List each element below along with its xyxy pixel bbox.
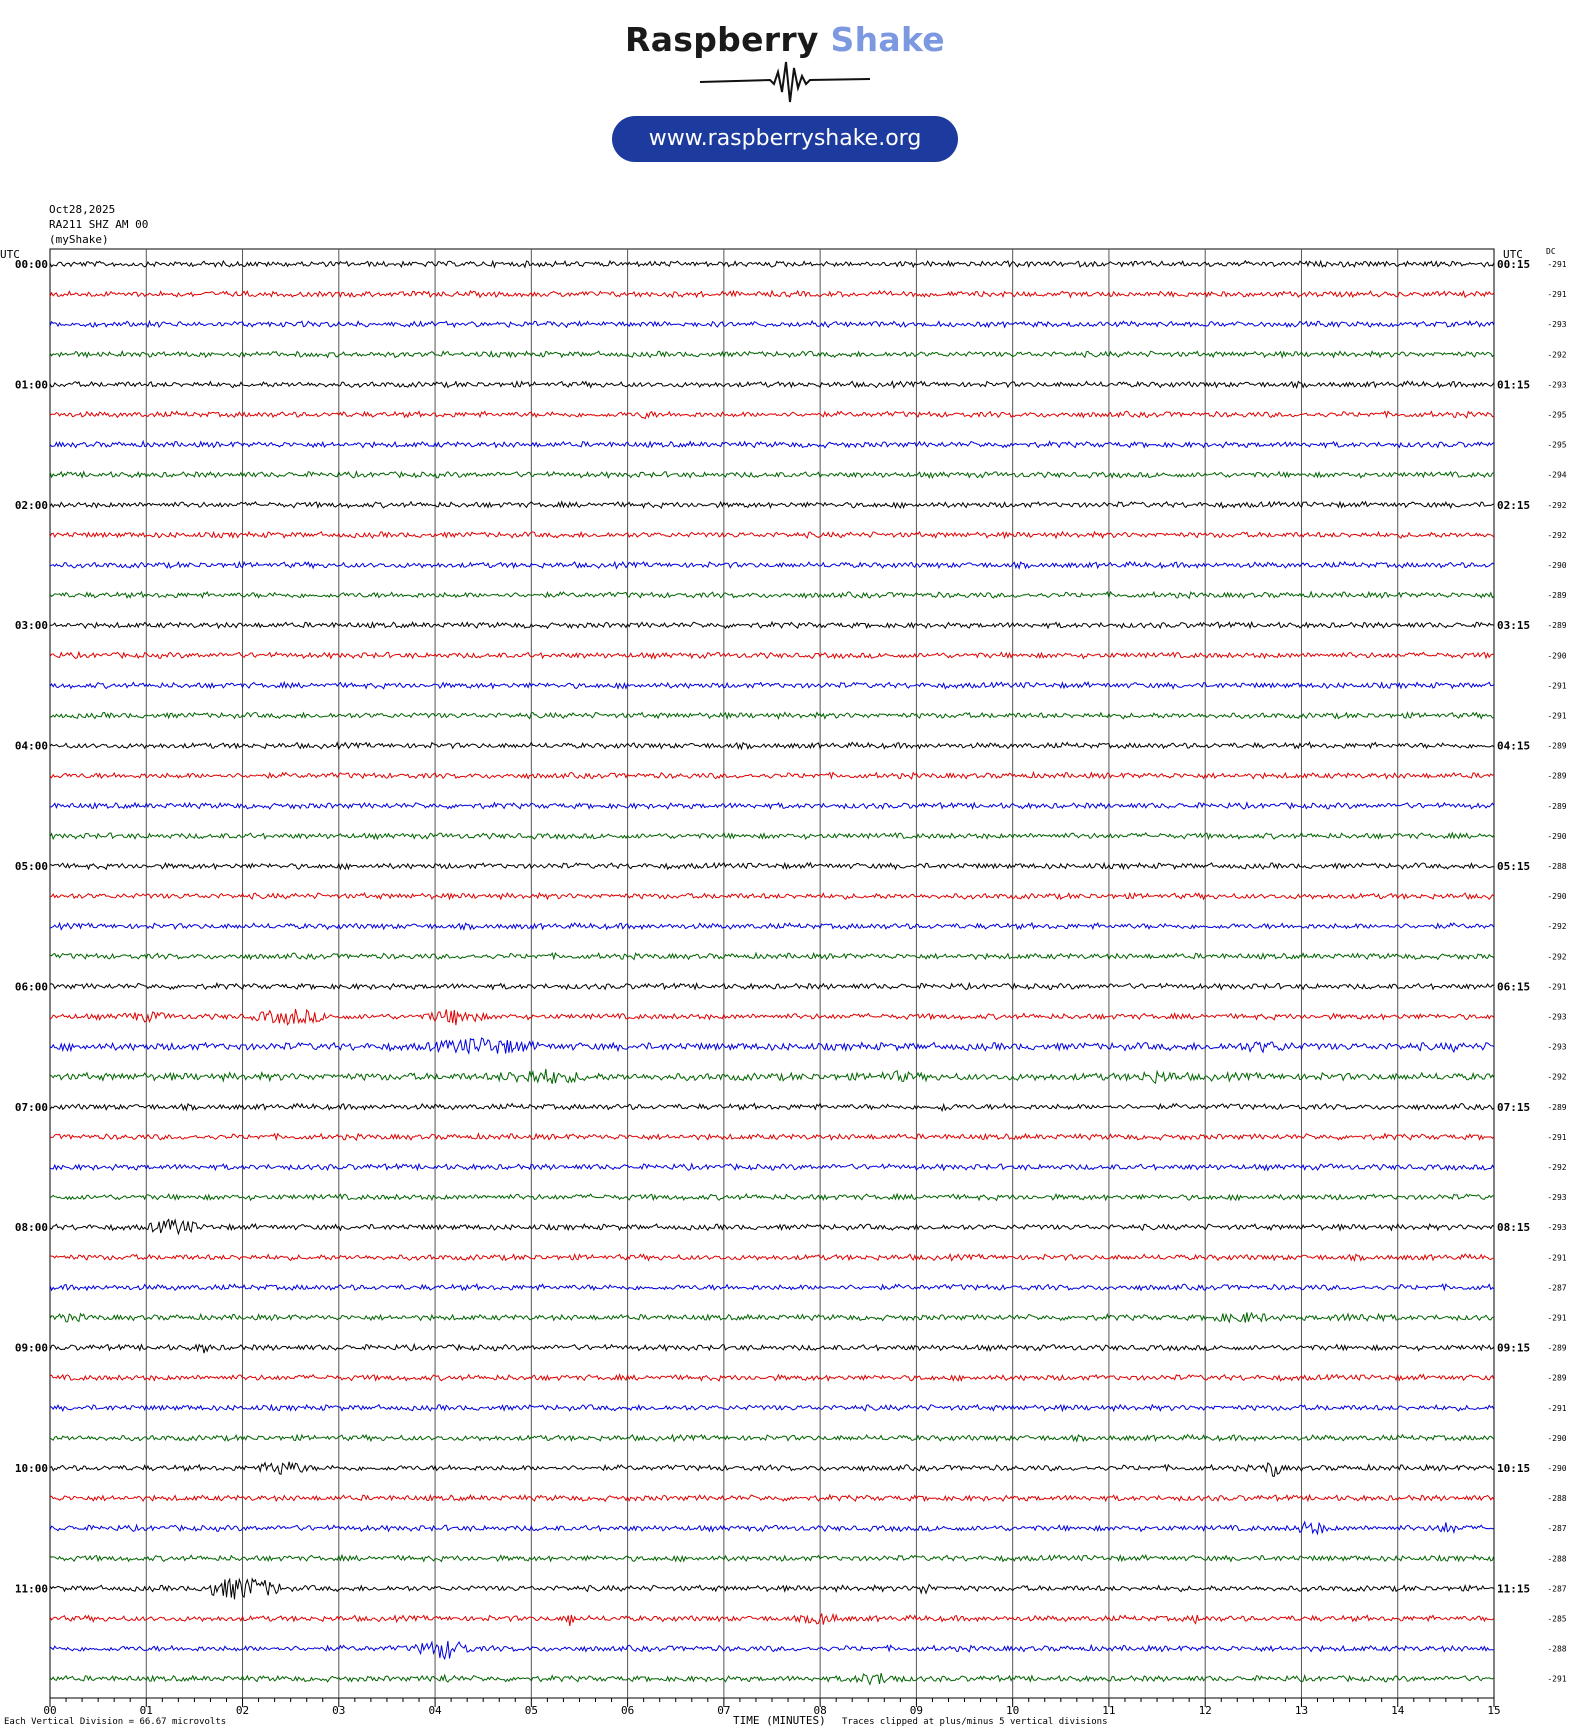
hour-label-right: 11:15 — [1497, 1582, 1531, 1596]
trace-row — [50, 1134, 1494, 1140]
utc-left-label: UTC — [0, 248, 20, 261]
brand-word-raspberry: Raspberry — [625, 20, 819, 59]
dc-label: DC — [1546, 247, 1556, 256]
trace-row — [50, 713, 1494, 719]
website-link[interactable]: www.raspberryshake.org — [612, 116, 958, 162]
trace-row — [50, 1495, 1494, 1501]
dc-offset-label: -293 — [1547, 1193, 1567, 1203]
dc-offset-label: -292 — [1547, 952, 1567, 962]
trace-row — [50, 772, 1494, 779]
hour-label-right: 03:15 — [1497, 619, 1531, 633]
dc-offset-label: -285 — [1547, 1614, 1567, 1624]
utc-right-label: UTC — [1503, 248, 1523, 261]
trace-row — [50, 1038, 1494, 1054]
dc-offset-label: -295 — [1547, 410, 1567, 420]
dc-offset-label: -292 — [1547, 1072, 1567, 1082]
trace-row — [50, 562, 1494, 569]
dc-offset-label: -289 — [1547, 1102, 1567, 1112]
hour-label-right: 09:15 — [1497, 1341, 1531, 1355]
dc-offset-label: -289 — [1547, 771, 1567, 781]
dc-offset-label: -293 — [1547, 1223, 1567, 1233]
hour-label-right: 08:15 — [1497, 1221, 1531, 1235]
dc-offset-label: -294 — [1547, 470, 1567, 480]
dc-offset-label: -293 — [1547, 320, 1567, 330]
dc-offset-label: -290 — [1547, 1433, 1567, 1443]
trace-row — [50, 1254, 1494, 1261]
trace-row — [50, 321, 1494, 327]
trace-row — [50, 1579, 1494, 1599]
trace-row — [50, 1405, 1494, 1411]
trace-row — [50, 1375, 1494, 1381]
brand-word-shake: Shake — [830, 20, 945, 59]
x-tick-label: 03 — [332, 1704, 346, 1717]
trace-row — [50, 1104, 1494, 1111]
station-id: RA211 SHZ AM 00 — [49, 218, 149, 231]
dc-offset-label: -291 — [1547, 290, 1567, 300]
hour-label-left: 09:00 — [14, 1341, 48, 1355]
dc-offset-label: -291 — [1547, 1313, 1567, 1323]
trace-row — [50, 833, 1494, 839]
hour-label-right: 01:15 — [1497, 378, 1531, 392]
dc-offset-label: -292 — [1547, 530, 1567, 540]
x-axis-title: TIME (MINUTES) — [733, 1714, 826, 1727]
dc-offset-label: -292 — [1547, 500, 1567, 510]
dc-offset-label: -292 — [1547, 350, 1567, 360]
network-name: (myShake) — [49, 233, 109, 246]
dc-offset-label: -291 — [1547, 711, 1567, 721]
trace-row — [50, 622, 1494, 628]
trace-row — [50, 381, 1494, 388]
trace-row — [50, 291, 1494, 297]
trace-row — [50, 502, 1494, 508]
trace-row — [50, 1614, 1494, 1626]
dc-offset-label: -291 — [1547, 1253, 1567, 1263]
trace-row — [50, 953, 1494, 960]
hour-label-left: 11:00 — [14, 1582, 48, 1596]
trace-row — [50, 1164, 1494, 1170]
dc-offset-label: -287 — [1547, 1524, 1567, 1534]
dc-offset-label: -292 — [1547, 922, 1567, 932]
trace-row — [50, 1069, 1494, 1084]
dc-offset-label: -291 — [1547, 681, 1567, 691]
trace-row — [50, 1284, 1494, 1290]
dc-offset-label: -289 — [1547, 741, 1567, 751]
x-tick-label: 11 — [1102, 1704, 1116, 1717]
dc-offset-label: -290 — [1547, 561, 1567, 570]
dc-offset-label: -290 — [1547, 1464, 1567, 1473]
hour-label-left: 07:00 — [14, 1100, 48, 1114]
dc-offset-label: -291 — [1547, 1674, 1567, 1684]
x-tick-label: 02 — [235, 1704, 250, 1717]
dc-offset-label: -289 — [1547, 621, 1567, 631]
trace-row — [50, 351, 1494, 357]
hour-label-right: 10:15 — [1497, 1462, 1531, 1475]
dc-offset-label: -290 — [1547, 831, 1567, 841]
dc-offset-label: -293 — [1547, 380, 1567, 390]
dc-offset-label: -289 — [1547, 1373, 1567, 1383]
trace-row — [50, 803, 1494, 809]
x-tick-label: 05 — [524, 1704, 538, 1717]
dc-offset-label: -291 — [1547, 260, 1567, 269]
trace-row — [50, 1673, 1494, 1684]
hour-label-left: 06:00 — [14, 980, 48, 994]
hour-label-left: 10:00 — [14, 1462, 48, 1475]
trace-row — [50, 1641, 1494, 1659]
trace-row — [50, 1522, 1494, 1534]
trace-row — [50, 682, 1494, 688]
trace-row — [50, 1435, 1494, 1442]
dc-offset-label: -290 — [1547, 651, 1567, 661]
dc-offset-label: -289 — [1547, 591, 1567, 601]
trace-row — [50, 261, 1494, 267]
trace-row — [50, 532, 1494, 538]
x-tick-label: 07 — [717, 1704, 731, 1717]
dc-offset-label: -288 — [1547, 1494, 1567, 1504]
dc-offset-label: -291 — [1547, 1403, 1567, 1413]
x-tick-label: 15 — [1487, 1704, 1501, 1717]
dc-offset-label: -290 — [1547, 892, 1567, 902]
dc-offset-label: -291 — [1547, 982, 1567, 992]
trace-row — [50, 472, 1494, 478]
hour-label-right: 07:15 — [1497, 1100, 1531, 1114]
trace-row — [50, 411, 1494, 418]
hour-label-left: 08:00 — [14, 1221, 48, 1235]
x-tick-label: 08 — [813, 1704, 827, 1717]
x-tick-label: 10 — [1006, 1704, 1020, 1717]
x-tick-label: 06 — [620, 1704, 635, 1717]
clip-note: Traces clipped at plus/minus 5 vertical divisions — [842, 1717, 1108, 1727]
hour-label-left: 00:00 — [14, 258, 48, 271]
trace-row — [50, 923, 1494, 930]
dc-offset-label: -295 — [1547, 440, 1567, 450]
hour-label-left: 04:00 — [14, 739, 48, 753]
x-tick-label: 12 — [1198, 1704, 1212, 1717]
trace-row — [50, 1312, 1494, 1322]
dc-offset-label: -293 — [1547, 1042, 1567, 1052]
dc-offset-label: -292 — [1547, 1163, 1567, 1172]
dc-offset-label: -288 — [1547, 862, 1567, 871]
hour-label-right: 06:15 — [1497, 980, 1531, 994]
trace-row — [50, 742, 1494, 749]
dc-offset-label: -288 — [1547, 1644, 1567, 1654]
x-tick-label: 04 — [428, 1704, 442, 1717]
trace-row — [50, 1220, 1494, 1234]
dc-offset-label: -288 — [1547, 1554, 1567, 1564]
hour-label-right: 05:15 — [1497, 860, 1531, 873]
hour-label-right: 02:15 — [1497, 498, 1531, 512]
dc-offset-label: -293 — [1547, 1012, 1567, 1022]
hour-label-right: 04:15 — [1497, 739, 1531, 753]
hour-label-right: 00:15 — [1497, 258, 1531, 271]
trace-row — [50, 893, 1494, 899]
trace-row — [50, 1345, 1494, 1354]
trace-row — [50, 1194, 1494, 1200]
trace-row — [50, 983, 1494, 989]
x-tick-label: 13 — [1294, 1704, 1309, 1717]
trace-row — [50, 1462, 1494, 1477]
x-tick-label: 01 — [139, 1704, 153, 1717]
x-tick-label: 14 — [1391, 1704, 1405, 1717]
dc-offset-label: -289 — [1547, 1343, 1567, 1353]
trace-row — [50, 1009, 1494, 1025]
dc-offset-label: -291 — [1547, 1132, 1567, 1142]
trace-row — [50, 652, 1494, 658]
x-tick-label: 00 — [43, 1704, 57, 1717]
dc-offset-label: -287 — [1547, 1584, 1567, 1594]
hour-label-left: 01:00 — [14, 378, 48, 392]
trace-row — [50, 592, 1494, 599]
hour-label-left: 02:00 — [14, 498, 48, 512]
trace-row — [50, 863, 1494, 869]
chart-date: Oct28,2025 — [49, 203, 116, 216]
x-tick-label: 09 — [909, 1704, 924, 1717]
division-note: Each Vertical Division = 66.67 microvolts — [4, 1717, 227, 1727]
trace-row — [50, 1555, 1494, 1561]
hour-label-left: 05:00 — [14, 860, 48, 873]
dc-offset-label: -289 — [1547, 801, 1567, 811]
hour-label-left: 03:00 — [14, 619, 48, 633]
dc-offset-label: -287 — [1547, 1283, 1567, 1293]
trace-row — [50, 441, 1494, 447]
plot-frame — [50, 249, 1494, 1698]
